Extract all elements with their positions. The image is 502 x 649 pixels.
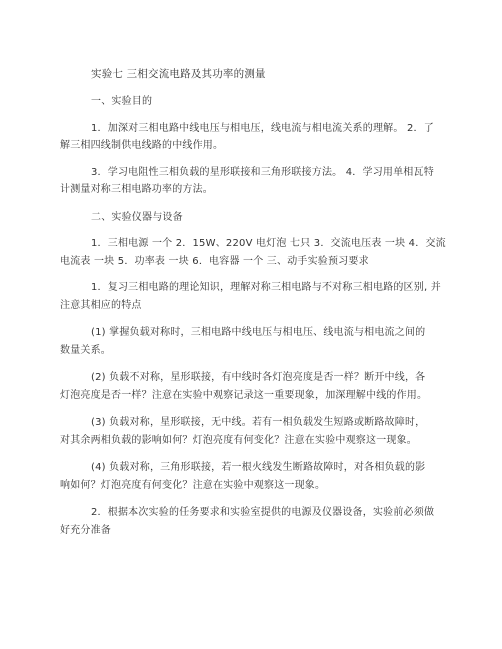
list-item-line: (3) 负载对称，星形联接，无中线。若有一相负载发生短路或断路故障时， bbox=[91, 417, 426, 428]
paragraph-line: 电流表 一块 5．功率表 一块 6．电容器 一个 三、动手实验预习要求 bbox=[60, 256, 369, 267]
paragraph-line: 解三相四线制供电线路的中线作用。 bbox=[60, 140, 224, 151]
section-heading-objectives: 一、实验目的 bbox=[91, 96, 153, 107]
list-item-line: 灯泡亮度是否一样？注意在实验中观察记录这一重要现象，加深理解中线的作用。 bbox=[60, 390, 428, 401]
list-item-line: (2) 负载不对称，星形联接，有中线时各灯泡亮度是否一样？断开中线，各 bbox=[91, 372, 426, 383]
list-item-line: 响如何？灯泡亮度有何变化？注意在实验中观察这一现象。 bbox=[60, 480, 326, 491]
paragraph-line: 1．加深对三相电路中线电压与相电压，线电流与相电流关系的理解。 2．了 bbox=[91, 123, 434, 134]
paragraph-line: 1．复习三相电路的理论知识，理解对称三相电路与不对称三相电路的区别, 并 bbox=[91, 282, 441, 293]
paragraph-line: 计测量对称三相电路功率的方法。 bbox=[60, 184, 213, 195]
paragraph-line: 2．根据本次实验的任务要求和实验室提供的电源及仪器设备，实验前必须做 bbox=[91, 507, 435, 518]
section-heading-equipment: 二、实验仪器与设备 bbox=[91, 212, 183, 223]
paragraph-line: 3．学习电阻性三相负载的星形联接和三角形联接方法。 4．学习用单相瓦特 bbox=[91, 167, 434, 178]
list-item-line: 对其余两相负载的影响如何？灯泡亮度有何变化？注意在实验中观察这一现象。 bbox=[60, 435, 417, 446]
list-item-line: 数量关系。 bbox=[60, 345, 111, 356]
document-title: 实验七 三相交流电路及其功率的测量 bbox=[91, 68, 266, 80]
paragraph-line: 注意其相应的特点 bbox=[60, 300, 142, 311]
list-item-line: (1) 掌握负载对称时，三相电路中线电压与相电压、线电流与相电流之间的 bbox=[91, 327, 426, 338]
paragraph-line: 1．三相电源 一个 2．15W、220V 电灯泡 七只 3．交流电压表 一块 4．交流 bbox=[91, 238, 446, 249]
list-item-line: (4) 负载对称，三角形联接，若一根火线发生断路故障时，对各相负载的影 bbox=[91, 462, 426, 473]
paragraph-line: 好充分准备 bbox=[60, 525, 111, 536]
